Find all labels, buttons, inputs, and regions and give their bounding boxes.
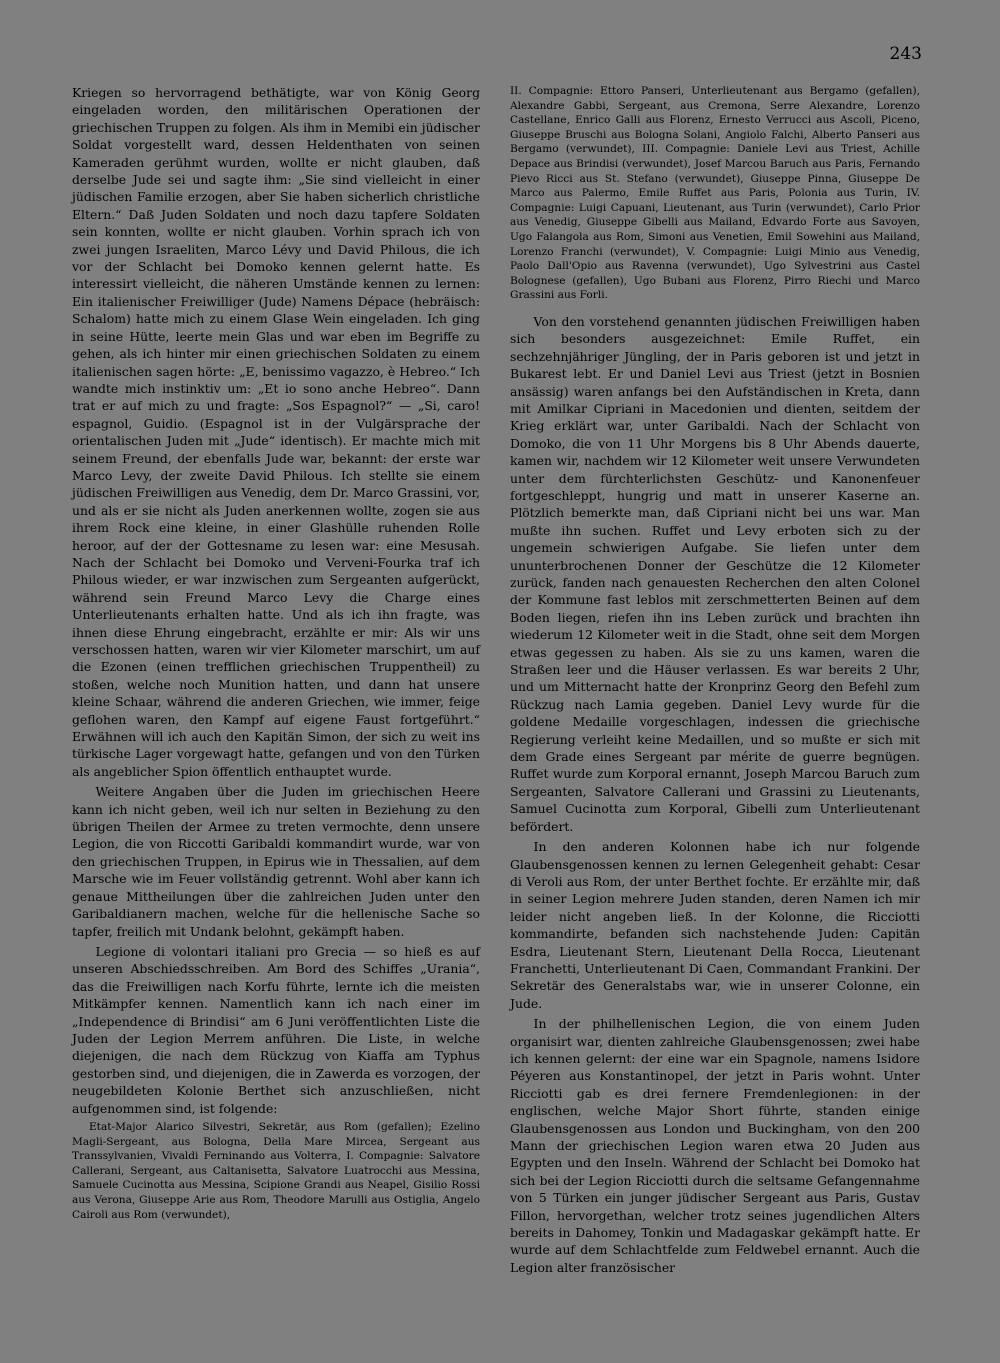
paragraph: Von den vorstehend genannten jüdischen Freiwilligen haben sich besonders ausgezeichnet: Emile Ruffet, ein sechzehnjähriger Jüngling, der in Paris geboren ist und jetzt in Bukarest lebt. Er und Daniel Levi aus Triest (jetzt in Bosnien ansässig) waren anfangs bei den Aufständischen in Kreta, dann mit Amilkar Cipriani in Macedonien und dienten, seitdem der Krieg erklärt war, unter Garibaldi. Nach der Schlacht von Domoko, die von 11 Uhr Morgens bis 8 Uhr Abends dauerte, kamen wir, nachdem wir 12 Kilometer weit unsere Verwundeten unter dem fürchterlichsten Geschütz- und Kanonenfeuer fortgeschleppt, hungrig und matt in unserer Kaserne an. Plötzlich bemerkte man, daß Cipriani nicht bei uns war. Man mußte ihn suchen. Ruffet und Levy erboten sich zu der ungemein schwierigen Aufgabe. Sie liefen unter dem ununterbrochenen Donner der Geschütze die 12 Kilometer zurück, fanden nach genauesten Recherchen den alten Colonel der Kommune fast leblos mit zerschmetterten Beinen auf dem Boden liegen, riefen ihn ins Leben zurück und brachten ihn wiederum 12 Kilometer weit in die Stadt, ohne seit dem Morgen etwas gegessen zu haben. Als sie zu uns kamen, waren die Straßen leer und die Häuser verlassen. Es war bereits 2 Uhr, und um Mitternacht hatte der Kronprinz Georg den Befehl zum Rückzug nach Lamia gegeben. Daniel Levy wurde für die goldene Medaille vorgeschlagen, indessen die griechische Regierung verleiht keine Medaillen, und so mußte er sich mit dem Grade eines Sergeant par mérite de guerre begnügen. Ruffet wurde zum Korporal ernannt, Joseph Marcou Baruch zum Sergeanten, Salvatore Callerani und Grassini zu Lieutenants, Samuel Cucinotta zum Korporal, Gibelli zum Unterlieutenant befördert. [510, 313, 920, 834]
left-column [72, 84, 480, 1230]
right-column [510, 84, 920, 1279]
roster-list: Etat-Major Alarico Silvestri, Sekretär, aus Rom (gefallen); Ezelino Magli-Sergeant, aus Bologna, Della Mare Mircea, Sergeant aus Transsylvanien, Vivaldi Ferninando aus Volterra, I. Compagnie: Salvatore Callerani, Sergeant, aus Caltanisetta, Salvatore Luatrocchi aus Messina, Samuele Cucinotta aus Messina, Scipione Grandi aus Neapel, Gisilio Rossi aus Verona, Giuseppe Arie aus Rom, Theodore Marulli aus Ostiglia, Angelo Cairoli aus Rom (verwundet), [72, 1120, 480, 1221]
roster-list: II. Compagnie: Ettoro Panseri, Unterlieutenant aus Bergamo (gefallen), Alexandre Gabbi, Sergeant, aus Cremona, Serre Alexandre, Lorenzo Castellane, Enrico Galli aus Florenz, Ernesto Verrucci aus Ascoli, Piceno, Giuseppe Bruschi aus Bologna Solani, Angiolo Falchi, Alberto Panseri aus Bergamo (verwundet), III. Compagnie: Daniele Levi aus Triest, Achille Depace aus Brindisi (verwundet), Josef Marcou Baruch aus Paris, Fernando Pievo Ricci aus St. Stefano (verwundet), Giuseppe Pinna, Giuseppe De Marco aus Palermo, Emile Ruffet aus Paris, Polonia aus Turin, IV. Compagnie: Luigi Capuani, Lieutenant, aus Turin (verwundet), Carlo Prior aus Venedig, Giuseppe Gibelli aus Mailand, Edvardo Forte aus Savoyen, Ugo Falangola aus Rom, Simoni aus Venetien, Emil Sowehini aus Mailand, Lorenzo Franchi (verwundet), V. Compagnie: Luigi Minio aus Venedig, Paolo Dall'Opio aus Ravenna (verwundet), Ugo Sylvestrini aus Castel Bolognese (gefallen), Ugo Bubani aus Florenz, Pirro Riechi und Marco Grassini aus Forli. [510, 85, 920, 302]
page-number: 243 [889, 44, 922, 64]
paragraph: Kriegen so hervorragend bethätigte, war von König Georg eingeladen worden, den militärischen Operationen der griechischen Truppen zu folgen. Als ihm in Memibi ein jüdischer Soldat vorgestellt ward, dessen Heldenthaten von seinen Kameraden gerühmt wurden, wollte er nicht glauben, daß derselbe Jude sei und sagte ihm: „Sie sind vielleicht in einer jüdischen Familie erzogen, aber Sie haben sicherlich christliche Eltern.“ Daß Juden Soldaten und noch dazu tapfere Soldaten sein konnten, wollte er nicht glauben. Vorhin sprach ich von zwei jungen Israeliten, Marco Lévy und David Philous, die ich vor der Schlacht bei Domoko kennen gelernt hatte. Es interessirt vielleicht, die näheren Umstände kennen zu lernen: Ein italienischer Freiwilliger (Jude) Namens Dépace (hebräisch: Schalom) hatte mich zu einem Glase Wein eingeladen. Ich ging in seine Hütte, leerte mein Glas und war eben im Begriffe zu gehen, als ich hinter mir einen griechischen Soldaten zu einem italienischen sagen hörte: „E, benissimo vagazzo, è Hebreo.“ Ich wandte mich instinktiv um: „Et io sono anche Hebreo“. Dann trat er auf mich zu und fragte: „Sos Espagnol?“ — „Si, caro! espagnol, Guidio. (Espagnol ist in der Vulgärsprache der orientalischen Juden mit „Jude“ identisch). Er machte mich mit seinem Freund, der ebenfalls Jude war, bekannt: der erste war Marco Levy, der zweite David Philous. Ich stellte sie einem jüdischen Freiwilligen aus Venedig, dem Dr. Marco Grassini, vor, und als er sie nicht als Juden anerkennen wollte, zogen sie aus ihrem Rock eine kleine, in einer Glashülle ruhenden Rolle heroor, auf der der Gottesname zu lesen war: eine Mesusah. Nach der Schlacht bei Domoko und Verveni-Fourka traf ich Philous wieder, er war inzwischen zum Sergeanten aufgerückt, während sein Freund Marco Levy die Charge eines Unterlieutenants erhalten hatte. Und als ich ihn fragte, was ihnen diese Ehrung eingebracht, erzählte er mir: Als wir uns verschossen hatten, waren wir vier Kilometer marschirt, um auf die Ezonen (einen trefflichen griechischen Truppentheil) zu stoßen, welche noch Munition hatten, und dann hat unsere kleine Schaar, während die anderen Griechen, wie immer, feige geflohen waren, den Kampf auf eigene Faust fortgeführt.“ Erwähnen will ich auch den Kapitän Simon, der sich zu weit ins türkische Lager vorgewagt hatte, gefangen und von den Türken als angeblicher Spion öffentlich enthauptet wurde. [72, 85, 480, 779]
paragraph: In den anderen Kolonnen habe ich nur folgende Glaubensgenossen kennen zu lernen Gelegenheit gehabt: Cesar di Veroli aus Rom, der unter Berthet fochte. Er erzählte mir, daß in seiner Legion mehrere Juden standen, deren Namen ich mir leider nicht angeben ließ. In der Kolonne, die Ricciotti kommandirte, befanden sich nachstehende Juden: Capitän Esdra, Lieutenant Stern, Lieutenant Della Rocca, Lieutenant Franchetti, Unterlieutenant Di Caen, Commandant Frankini. Der Sekretär des Generalstabs war, wie in unserer Colonne, ein Jude. [510, 839, 920, 1011]
paragraph: Weitere Angaben über die Juden im griechischen Heere kann ich nicht geben, weil ich nur selten in Beziehung zu den übrigen Theilen der Armee zu treten vermochte, denn unsere Legion, die von Riccotti Garibaldi kommandirt wurde, war von den griechischen Truppen, in Epirus wie in Thessalien, auf dem Marsche wie im Feuer vollständig getrennt. Wohl aber kann ich genaue Mittheilungen über die zahlreichen Juden unter den Garibaldianern machen, welche für die hellenische Sache so tapfer, freilich mit Undank belohnt, gekämpft haben. [72, 784, 480, 939]
paragraph: Legione di volontari italiani pro Grecia — so hieß es auf unseren Abschiedsschreiben. Am Bord des Schiffes „Urania“, das die Freiwilligen nach Korfu führte, lernte ich die meisten Mitkämpfer kennen. Namentlich kann ich nach einer im „Independence di Brindisi“ am 6 Juni veröffentlichten Liste die Juden der Legion Merrem anführen. Die Liste, in welche diejenigen, die nach dem Rückzug von Kiaffa am Typhus gestorben sind, und diejenigen, die in Zawerda es vorzogen, der neugebildeten Kolonie Berthet sich anzuschließen, nicht aufgenommen sind, ist folgende: [72, 943, 480, 1116]
paragraph: In der philhellenischen Legion, die von einem Juden organisirt war, dienten zahlreiche Glaubensgenossen; zwei habe ich kennen gelernt: der eine war ein Spagnole, namens Isidore Péyeren aus Konstantinopel, der jetzt in Paris wohnt. Unter Ricciotti gab es drei fernere Fremdenlegionen: in der englischen, welche Major Short führte, standen einige Glaubensgenossen aus London und Buckingham, von den 200 Mann der griechischen Legion waren etwa 20 Juden aus Egypten und den Inseln. Während der Schlacht bei Domoko hat sich bei der Legion Ricciotti durch die seltsame Gefangennahme von 5 Türken ein junger jüdischer Sergeant aus Paris, Gustav Fillon, hervorgethan, welcher trotz seines jugendlichen Alters bereits in Dahomey, Tonkin und Madagaskar gekämpft hatte. Er wurde auf dem Schlachtfelde zum Feldwebel ernannt. Auch die Legion alter französischer [510, 1016, 920, 1275]
